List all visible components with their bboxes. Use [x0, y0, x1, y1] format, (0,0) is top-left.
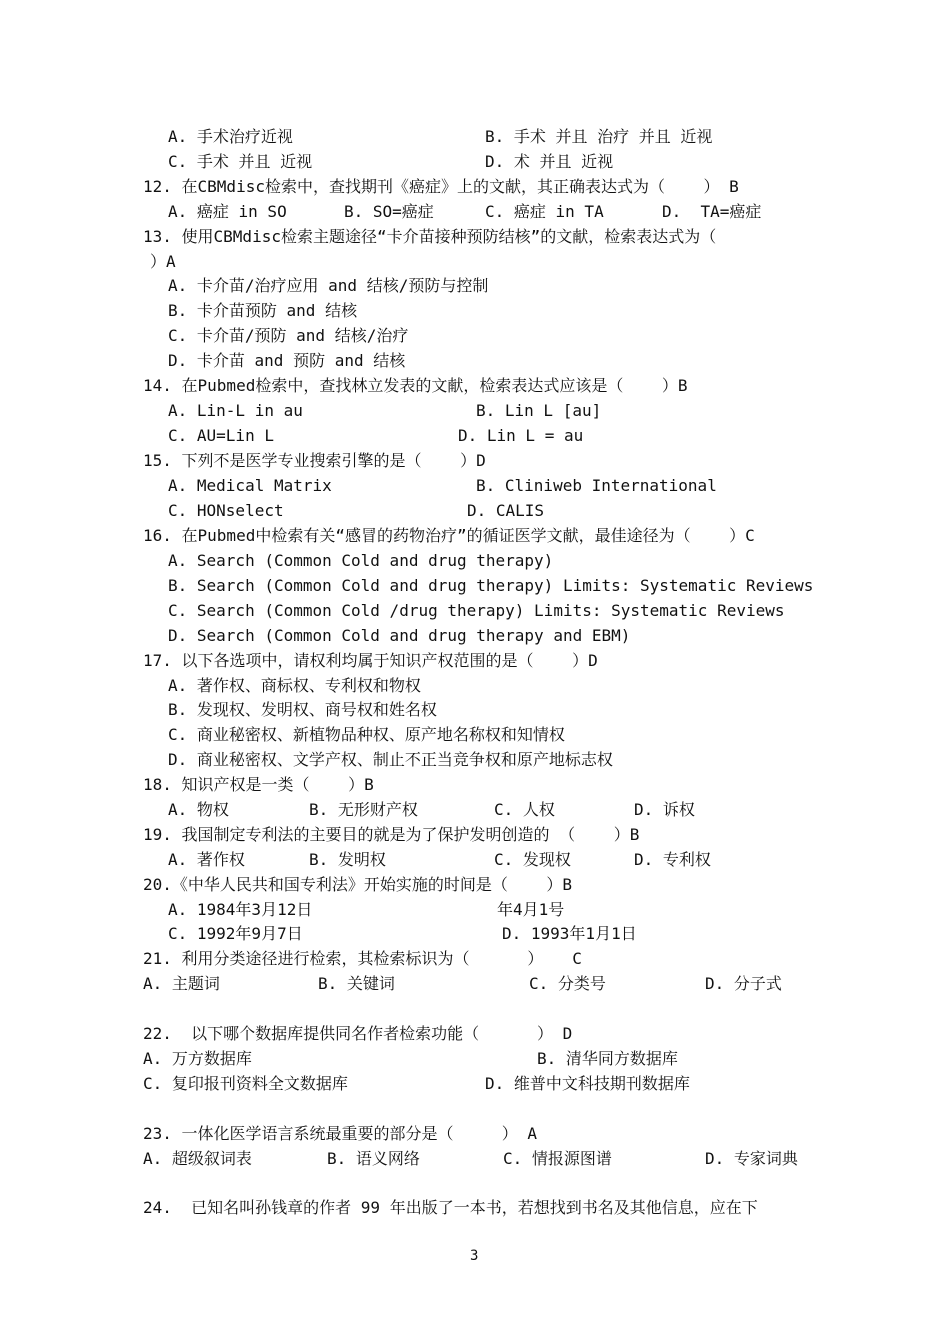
text-line: B. 关键词: [318, 974, 395, 993]
text-line: D. CALIS: [467, 501, 545, 520]
text-line: B. 发现权、发明权、商号权和姓名权: [168, 700, 437, 719]
text-line: C. 发现权: [494, 850, 571, 869]
text-line: A. 万方数据库: [143, 1049, 252, 1068]
text-line: C. 情报源图谱: [503, 1149, 612, 1168]
text-line: D. Lin L = au: [458, 426, 584, 445]
text-line: B. 手术 并且 治疗 并且 近视: [485, 127, 713, 146]
text-line: B. Lin L [au]: [476, 401, 602, 420]
text-line: D. TA=癌症: [662, 202, 762, 221]
text-line: B. 无形财产权: [309, 800, 418, 819]
text-line: D. 卡介苗 and 预防 and 结核: [168, 351, 406, 370]
text-line: 年4月1号: [497, 900, 565, 919]
text-line: A. 物权: [168, 800, 229, 819]
text-line: D. 专利权: [634, 850, 711, 869]
text-line: A. 主题词: [143, 974, 220, 993]
text-line: D. 术 并且 近视: [485, 152, 614, 171]
text-line: C. 人权: [494, 800, 555, 819]
question-18: 18. 知识产权是一类（ ）B: [143, 775, 374, 794]
text-line: C. 分类号: [529, 974, 606, 993]
text-line: D. 诉权: [634, 800, 695, 819]
question-16: 16. 在Pubmed中检索有关“感冒的药物治疗”的循证医学文献，最佳途径为（ ）C: [143, 526, 755, 545]
question-22: 22. 以下哪个数据库提供同名作者检索功能（ ） D: [143, 1024, 573, 1043]
text-line: B. 语义网络: [327, 1149, 420, 1168]
question-15: 15. 下列不是医学专业搜索引擎的是（ ）D: [143, 451, 486, 470]
text-line: D. Search (Common Cold and drug therapy and EBM): [168, 626, 631, 645]
text-line: C. 癌症 in TA: [485, 202, 604, 221]
text-line: C. HONselect: [168, 501, 284, 520]
text-line: D. 专家词典: [705, 1149, 798, 1168]
question-17: 17. 以下各选项中，请权利均属于知识产权范围的是（ ）D: [143, 651, 598, 670]
text-line: B. 发明权: [309, 850, 386, 869]
text-line: C. 卡介苗/预防 and 结核/治疗: [168, 326, 409, 345]
text-line: C. 1992年9月7日: [168, 924, 303, 943]
text-line: A. Lin-L in au: [168, 401, 303, 420]
question-13: 13. 使用CBMdisc检索主题途径“卡介苗接种预防结核”的文献，检索表达式为（: [143, 227, 717, 246]
question-21: 21. 利用分类途径进行检索，其检索标识为（ ） C: [143, 949, 582, 968]
text-line: B. 清华同方数据库: [537, 1049, 678, 1068]
text-line: A. 手术治疗近视: [168, 127, 293, 146]
text-line: C. 商业秘密权、新植物品种权、原产地名称权和知情权: [168, 725, 565, 744]
text-line: A. 著作权: [168, 850, 245, 869]
page-number: 3: [470, 1248, 479, 1264]
question-12: 12. 在CBMdisc检索中，查找期刊《癌症》上的文献，其正确表达式为（ ） B: [143, 177, 739, 196]
text-line: D. 维普中文科技期刊数据库: [485, 1074, 690, 1093]
text-line: C. 复印报刊资料全文数据库: [143, 1074, 348, 1093]
text-line: A. 癌症 in SO: [168, 202, 287, 221]
text-line: B. SO=癌症: [344, 202, 434, 221]
text-line: B. 卡介苗预防 and 结核: [168, 301, 358, 320]
question-24: 24. 已知名叫孙钱章的作者 99 年出版了一本书，若想找到书名及其他信息，应在下: [143, 1198, 758, 1217]
text-line: ）A: [150, 252, 176, 271]
text-line: A. 著作权、商标权、专利权和物权: [168, 676, 421, 695]
text-line: A. 1984年3月12日: [168, 900, 313, 919]
question-23: 23. 一体化医学语言系统最重要的部分是（ ） A: [143, 1124, 537, 1143]
text-line: D. 商业秘密权、文学产权、制止不正当竞争权和原产地标志权: [168, 750, 613, 769]
text-line: A. 卡介苗/治疗应用 and 结核/预防与控制: [168, 276, 489, 295]
text-line: A. Search (Common Cold and drug therapy): [168, 551, 554, 570]
text-line: D. 1993年1月1日: [502, 924, 637, 943]
text-line: D. 分子式: [705, 974, 782, 993]
text-line: A. 超级叙词表: [143, 1149, 252, 1168]
text-line: A. Medical Matrix: [168, 476, 332, 495]
text-line: B. Cliniweb International: [476, 476, 717, 495]
question-19: 19. 我国制定专利法的主要目的就是为了保护发明创造的 （ ）B: [143, 825, 640, 844]
question-14: 14. 在Pubmed检索中，查找林立发表的文献，检索表达式应该是（ ）B: [143, 376, 688, 395]
text-line: C. AU=Lin L: [168, 426, 274, 445]
text-line: B. Search (Common Cold and drug therapy) Limits: Systematic Reviews: [168, 576, 814, 595]
text-line: C. Search (Common Cold /drug therapy) Limits: Systematic Reviews: [168, 601, 785, 620]
question-20: 20.《中华人民共和国专利法》开始实施的时间是（ ）B: [143, 875, 573, 894]
text-line: C. 手术 并且 近视: [168, 152, 313, 171]
